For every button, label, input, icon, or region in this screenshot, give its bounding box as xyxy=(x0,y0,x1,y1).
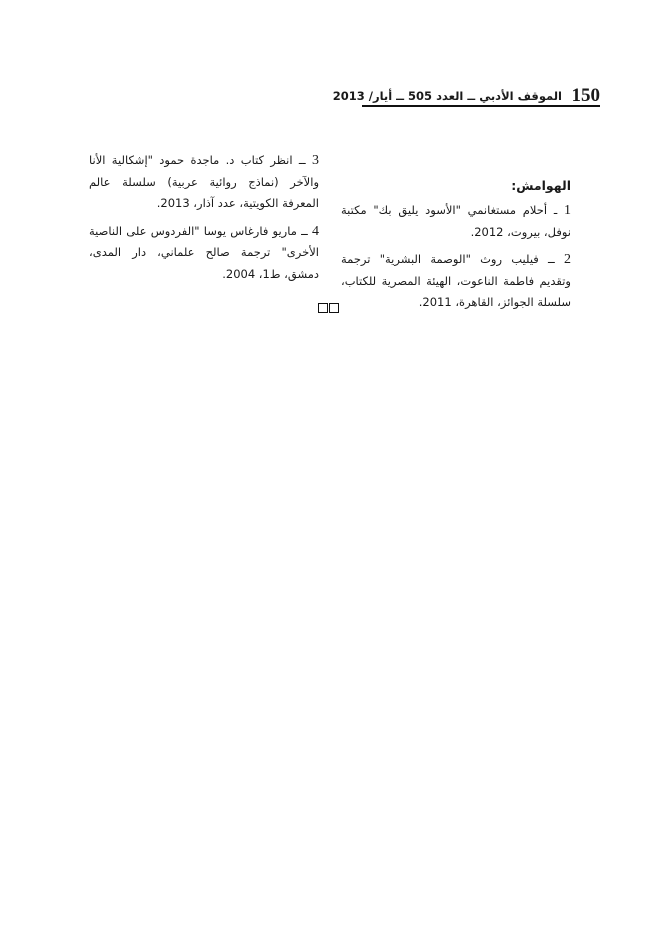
ornament-box-icon xyxy=(318,303,328,313)
footnote-number: 2 xyxy=(564,252,571,267)
footnote-2 xyxy=(341,249,571,314)
header-rule xyxy=(362,105,600,107)
footnote-4 xyxy=(89,221,319,286)
footnote-number: 4 xyxy=(312,223,319,239)
footnotes-left-column xyxy=(89,150,319,291)
page-number: 150 xyxy=(571,85,600,106)
page-header xyxy=(332,85,600,108)
notes-heading: الهوامش: xyxy=(511,178,571,193)
footnotes-right-column xyxy=(341,175,571,320)
footnote-3 xyxy=(89,150,319,215)
footnote-text: ـ أحلام مستغانمي "الأسود يليق بك" مكتبة نوفل، بيروت، 2012. xyxy=(341,203,571,239)
running-head: الموقف الأدبي ــ العدد 505 ــ أيار/ 2013 xyxy=(332,89,562,103)
footnote-text: ــ فيليب روث "الوصمة البشرية" ترجمة وتقديم فاطمة الناعوت، الهيئة المصرية للكتاب، سلسلة الجوائز، القاهرة، 2011. xyxy=(341,252,571,309)
footnote-text: ــ ماريو فارغاس يوسا "الفردوس على الناصية الأخرى" ترجمة صالح علماني، دار المدى، دمشق، ط1، 2004. xyxy=(89,223,319,281)
footnote-text: ــ انظر كتاب د. ماجدة حمود "إشكالية الأنا والآخر (نماذج روائية عربية) سلسلة عالم المعرفة الكويتية، عدد آذار، 2013. xyxy=(89,153,319,210)
footnote-number: 3 xyxy=(312,153,320,168)
end-ornament xyxy=(318,303,340,315)
footnote-1 xyxy=(341,200,571,243)
ornament-box-icon xyxy=(329,303,339,313)
footnote-number: 1 xyxy=(564,203,571,218)
